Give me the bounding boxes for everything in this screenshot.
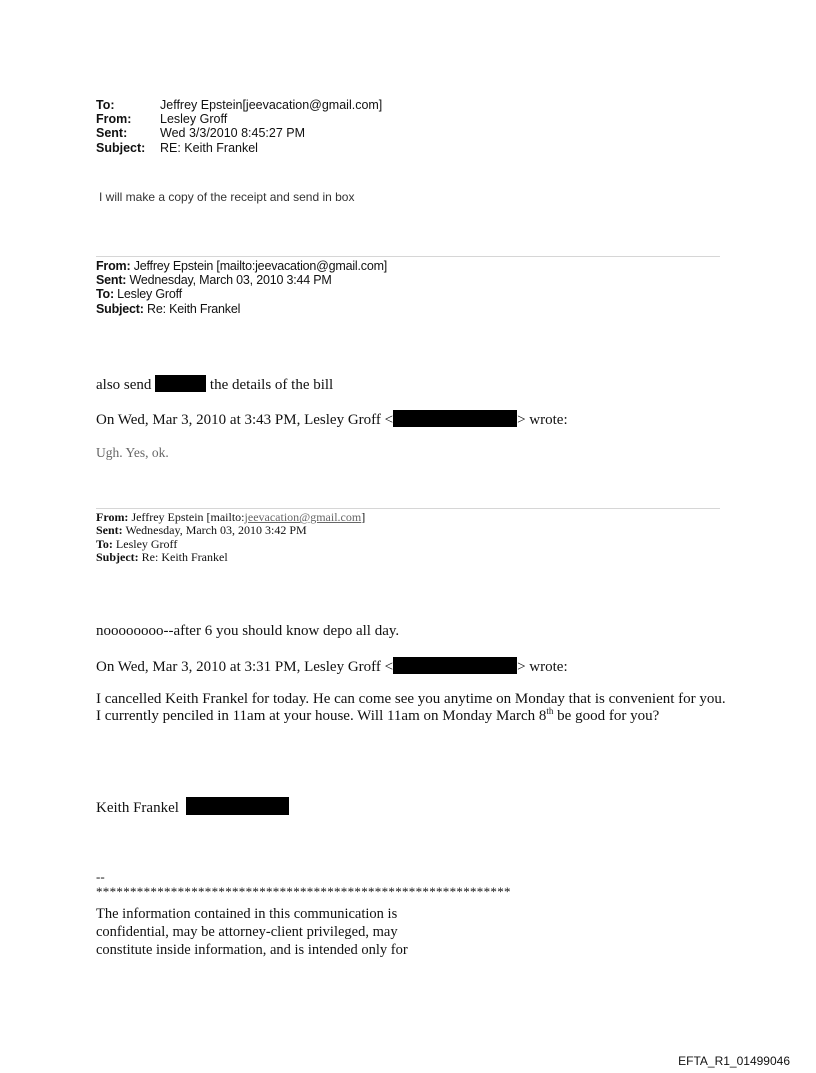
quoted-header-2 [96,511,365,565]
quoted1-sent-value: Wednesday, March 03, 2010 3:44 PM [126,273,332,288]
subject-value: RE: Keith Frankel [160,140,258,155]
also-send-post: the details of the bill [206,377,334,393]
sig-stars: ************************************************************* [96,884,511,899]
quoted2-from-post: ] [361,510,366,524]
quoted2-subject-row [96,551,365,564]
redaction-box [155,375,206,392]
on-wed-1-pre: On Wed, Mar 3, 2010 at 3:43 PM, Lesley Groff < [96,412,394,428]
quoted1-to-value: Lesley Groff [113,287,182,302]
no-line: noooooooo--after 6 you should know depo all day. [96,623,400,639]
also-send-pre: also send [96,377,156,393]
quoted2-to-row [96,538,365,551]
document-id: EFTA_R1_01499046 [678,1054,790,1068]
disclaimer [96,905,408,959]
disclaimer-line-2: confidential, may be attorney-client privileged, may [96,924,398,940]
email-link[interactable]: jeevacation@gmail.com [244,510,362,524]
to-label: To: [96,98,115,112]
para-sup: th [546,706,554,716]
email-header [96,98,382,155]
quoted2-to-value: Lesley Groff [112,536,178,551]
to-row [96,98,382,112]
sig-dashes: -- [96,869,105,884]
quoted2-from-label: From: [96,510,129,524]
from-value: Lesley Groff [160,112,228,127]
on-wed-1-post: > wrote: [517,412,568,428]
quoted2-sent-label: Sent: [96,523,123,538]
quoted2-from-row [96,511,365,524]
quoted2-subject-value: Re: Keith Frankel [138,550,228,565]
redaction-box [186,797,289,815]
redaction-box [393,410,517,427]
quoted1-sent-label: Sent: [96,273,127,288]
quoted1-sent-row [96,273,387,287]
on-wed-line-1 [96,410,568,429]
quoted1-subject-value: Re: Keith Frankel [143,301,241,316]
para-part-1: I cancelled Keith Frankel for today. He can come see you anytime on Monday that is convenient for you. I currently penciled in 11am at your house. Will 11am on Monday March 8 [96,691,726,724]
quoted-header-1 [96,259,387,316]
on-wed-2-pre: On Wed, Mar 3, 2010 at 3:31 PM, Lesley Groff < [96,659,394,675]
subject-label: Subject: [96,140,146,155]
quoted2-sent-value: Wednesday, March 03, 2010 3:42 PM [122,523,307,538]
separator-rule [96,508,720,509]
sent-row [96,126,382,140]
separator-rule [96,256,720,257]
also-send-line [96,375,333,394]
keith-line [96,797,289,817]
cancel-paragraph [96,691,726,725]
sent-label: Sent: [96,126,128,141]
quoted1-from-label: From: [96,259,131,273]
quoted1-subject-row [96,302,387,316]
ugh-line: Ugh. Yes, ok. [96,445,169,460]
from-label: From: [96,112,132,127]
subject-row [96,141,382,155]
quoted1-to-label: To: [96,287,114,302]
on-wed-line-2 [96,657,568,676]
disclaimer-line-3: constitute inside information, and is intended only for [96,942,408,958]
quoted2-to-label: To: [96,536,113,551]
quoted1-subject-label: Subject: [96,301,144,316]
redaction-box [393,657,517,674]
quoted1-from-row [96,259,387,273]
quoted1-from-value: Jeffrey Epstein [mailto:jeevacation@gmail.com] [130,259,388,273]
para-part-2: be good for you? [553,708,660,724]
quoted2-subject-label: Subject: [96,550,139,565]
from-row [96,112,382,126]
to-value: Jeffrey Epstein[jeevacation@gmail.com] [160,98,383,112]
reply-body: I will make a copy of the receipt and send in box [99,190,355,204]
quoted2-from-pre: Jeffrey Epstein [mailto: [128,510,245,524]
disclaimer-line-1: The information contained in this communication is [96,906,398,922]
quoted2-sent-row [96,524,365,537]
keith-name: Keith Frankel [96,800,187,816]
quoted1-to-row [96,287,387,301]
sent-value: Wed 3/3/2010 8:45:27 PM [160,126,306,141]
on-wed-2-post: > wrote: [517,659,568,675]
